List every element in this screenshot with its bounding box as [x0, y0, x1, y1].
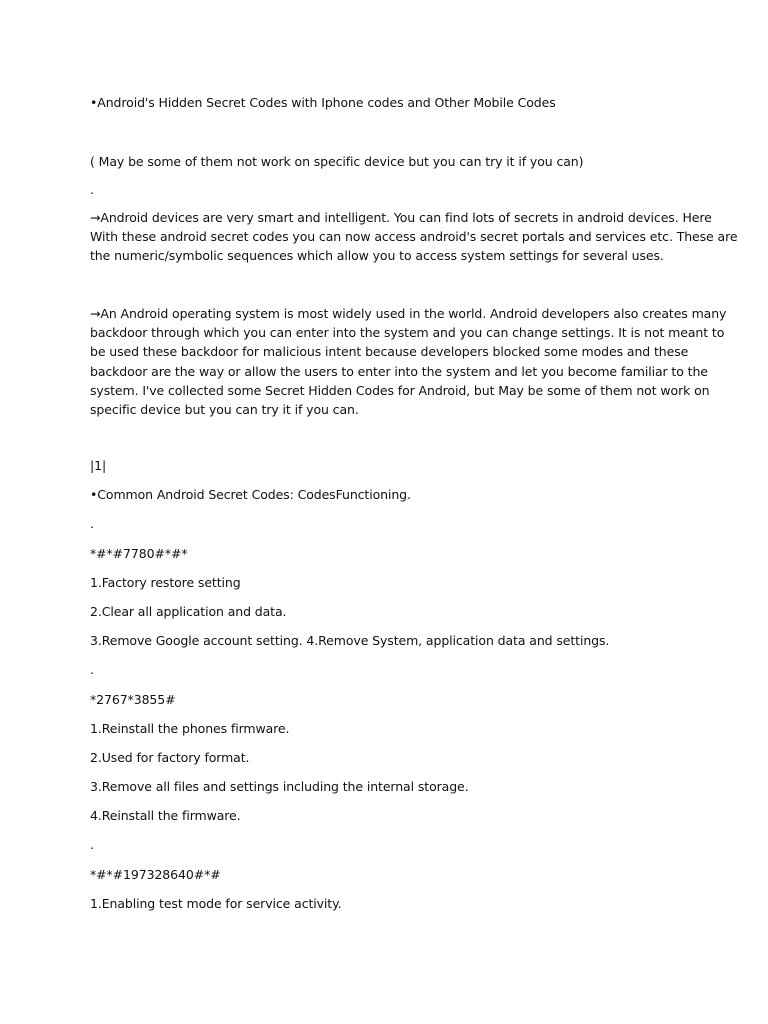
- intro-paragraph-1: [90, 208, 738, 266]
- code-2: *2767*3855#: [90, 692, 176, 707]
- code-2-item: 2.Used for factory format.: [90, 750, 250, 765]
- paragraph-line: be used these backdoor for malicious intent because developers blocked some modes and these: [90, 344, 689, 360]
- paragraph-line: system. I've collected some Secret Hidden Codes for Android, but May be some of them not work on: [90, 382, 710, 398]
- separator-dot: .: [90, 182, 94, 197]
- intro-paragraph-2: [90, 304, 727, 419]
- paragraph-line: the numeric/symbolic sequences which allow you to access system settings for several uses.: [90, 248, 664, 264]
- paragraph-line: backdoor are the way or allow the users to enter into the system and let you become familiar to the: [90, 363, 708, 379]
- code-2-item: 4.Reinstall the firmware.: [90, 808, 241, 823]
- separator-dot: .: [90, 837, 94, 852]
- paragraph-line: With these android secret codes you can now access android's secret portals and services etc. These are: [90, 229, 738, 245]
- separator-dot: .: [90, 516, 94, 531]
- code-2-item: 1.Reinstall the phones firmware.: [90, 721, 290, 736]
- section-number: |1|: [90, 458, 107, 473]
- code-1-item: 1.Factory restore setting: [90, 575, 241, 590]
- paragraph-line: →Android devices are very smart and intelligent. You can find lots of secrets in android devices. Here: [90, 210, 712, 225]
- section-title: •Common Android Secret Codes: CodesFunctioning.: [90, 487, 411, 502]
- code-2-item: 3.Remove all files and settings including the internal storage.: [90, 779, 469, 794]
- code-3: *#*#197328640#*#: [90, 867, 221, 882]
- paragraph-line: →An Android operating system is most widely used in the world. Android developers also creates many: [90, 306, 727, 321]
- paragraph-line: backdoor through which you can enter into the system and you can change settings. It is not meant to: [90, 325, 725, 341]
- note-text: ( May be some of them not work on specific device but you can try it if you can): [90, 154, 584, 169]
- paragraph-line: specific device but you can try it if you can.: [90, 402, 359, 418]
- document-title: •Android's Hidden Secret Codes with Iphone codes and Other Mobile Codes: [90, 95, 556, 110]
- separator-dot: .: [90, 662, 94, 677]
- code-1-item: 3.Remove Google account setting. 4.Remove System, application data and settings.: [90, 633, 610, 648]
- code-1-item: 2.Clear all application and data.: [90, 604, 287, 619]
- code-3-item: 1.Enabling test mode for service activity.: [90, 896, 342, 911]
- code-1: *#*#7780#*#*: [90, 546, 188, 561]
